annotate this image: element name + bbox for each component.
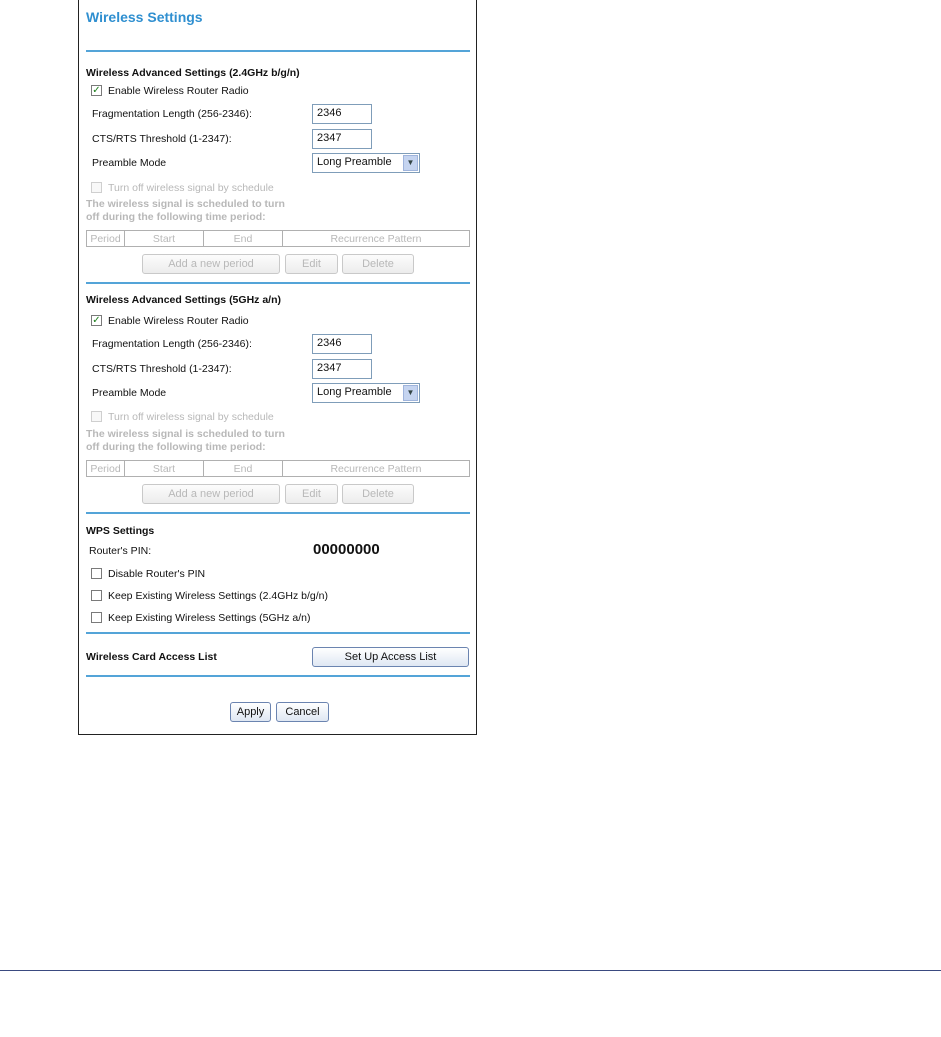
divider — [86, 282, 470, 284]
disable-pin-label: Disable Router's PIN — [108, 568, 206, 580]
preamble-24ghz-select[interactable] — [312, 153, 420, 173]
cts-rts-5ghz-label: CTS/RTS Threshold (1-2347): — [92, 363, 232, 375]
table-header-period: Period — [87, 461, 125, 477]
chevron-down-icon[interactable]: ▼ — [403, 155, 418, 171]
schedule-24ghz-note-1: The wireless signal is scheduled to turn — [86, 198, 285, 210]
keep-settings-5ghz-label: Keep Existing Wireless Settings (5GHz a/n) — [108, 612, 311, 624]
schedule-24ghz-label: Turn off wireless signal by schedule — [108, 182, 274, 194]
wireless-settings-panel — [78, 0, 477, 735]
divider — [86, 675, 470, 677]
keep-settings-24ghz-checkbox[interactable] — [91, 590, 102, 601]
preamble-5ghz-select[interactable] — [312, 383, 420, 403]
fragmentation-24ghz-label: Fragmentation Length (256-2346): — [92, 108, 252, 120]
access-list-label: Wireless Card Access List — [86, 651, 217, 663]
disable-pin-checkbox[interactable] — [91, 568, 102, 579]
preamble-24ghz-label: Preamble Mode — [92, 157, 167, 169]
table-header-end: End — [204, 461, 283, 477]
fragmentation-5ghz-label: Fragmentation Length (256-2346): — [92, 338, 252, 350]
divider — [86, 50, 470, 52]
table-header-start: Start — [125, 461, 204, 477]
schedule-24ghz-table — [86, 230, 470, 247]
divider — [86, 632, 470, 634]
add-period-24ghz-button[interactable]: Add a new period — [142, 254, 280, 274]
page-bottom-rule — [0, 970, 941, 971]
preamble-5ghz-value: Long Preamble — [317, 386, 392, 398]
chevron-down-icon[interactable]: ▼ — [403, 385, 418, 401]
edit-period-5ghz-button[interactable]: Edit — [285, 484, 338, 504]
table-header-start: Start — [125, 231, 204, 247]
set-up-access-list-button[interactable]: Set Up Access List — [312, 647, 469, 667]
cancel-button[interactable]: Cancel — [276, 702, 329, 722]
section-title-24ghz: Wireless Advanced Settings (2.4GHz b/g/n) — [86, 67, 300, 79]
delete-period-5ghz-button[interactable]: Delete — [342, 484, 414, 504]
enable-radio-24ghz-checkbox[interactable] — [91, 85, 102, 96]
cts-rts-5ghz-input[interactable]: 2347 — [312, 359, 372, 379]
delete-period-24ghz-button[interactable]: Delete — [342, 254, 414, 274]
table-header-period: Period — [87, 231, 125, 247]
schedule-5ghz-table — [86, 460, 470, 477]
fragmentation-5ghz-input[interactable]: 2346 — [312, 334, 372, 354]
checkmark-icon: ✓ — [92, 315, 101, 326]
schedule-24ghz-checkbox[interactable] — [91, 182, 102, 193]
page-title: Wireless Settings — [86, 9, 203, 25]
apply-button[interactable]: Apply — [230, 702, 271, 722]
router-pin-label: Router's PIN: — [89, 545, 152, 557]
schedule-5ghz-note-2: off during the following time period: — [86, 441, 266, 453]
cts-rts-24ghz-input[interactable]: 2347 — [312, 129, 372, 149]
table-header-recurrence: Recurrence Pattern — [283, 231, 470, 247]
schedule-5ghz-checkbox[interactable] — [91, 411, 102, 422]
preamble-24ghz-value: Long Preamble — [317, 156, 392, 168]
edit-period-24ghz-button[interactable]: Edit — [285, 254, 338, 274]
enable-radio-24ghz-label: Enable Wireless Router Radio — [108, 85, 249, 97]
preamble-5ghz-label: Preamble Mode — [92, 387, 167, 399]
fragmentation-24ghz-input[interactable]: 2346 — [312, 104, 372, 124]
table-header-recurrence: Recurrence Pattern — [283, 461, 470, 477]
keep-settings-24ghz-label: Keep Existing Wireless Settings (2.4GHz b/g/n) — [108, 590, 329, 602]
divider — [86, 512, 470, 514]
schedule-5ghz-label: Turn off wireless signal by schedule — [108, 411, 274, 423]
table-header-end: End — [204, 231, 283, 247]
cts-rts-24ghz-label: CTS/RTS Threshold (1-2347): — [92, 133, 232, 145]
section-title-5ghz: Wireless Advanced Settings (5GHz a/n) — [86, 294, 281, 306]
keep-settings-5ghz-checkbox[interactable] — [91, 612, 102, 623]
router-pin-value: 00000000 — [313, 541, 380, 558]
add-period-5ghz-button[interactable]: Add a new period — [142, 484, 280, 504]
enable-radio-5ghz-checkbox[interactable] — [91, 315, 102, 326]
schedule-24ghz-note-2: off during the following time period: — [86, 211, 266, 223]
wps-section-title: WPS Settings — [86, 525, 155, 537]
checkmark-icon: ✓ — [92, 85, 101, 96]
enable-radio-5ghz-label: Enable Wireless Router Radio — [108, 315, 249, 327]
schedule-5ghz-note-1: The wireless signal is scheduled to turn — [86, 428, 285, 440]
